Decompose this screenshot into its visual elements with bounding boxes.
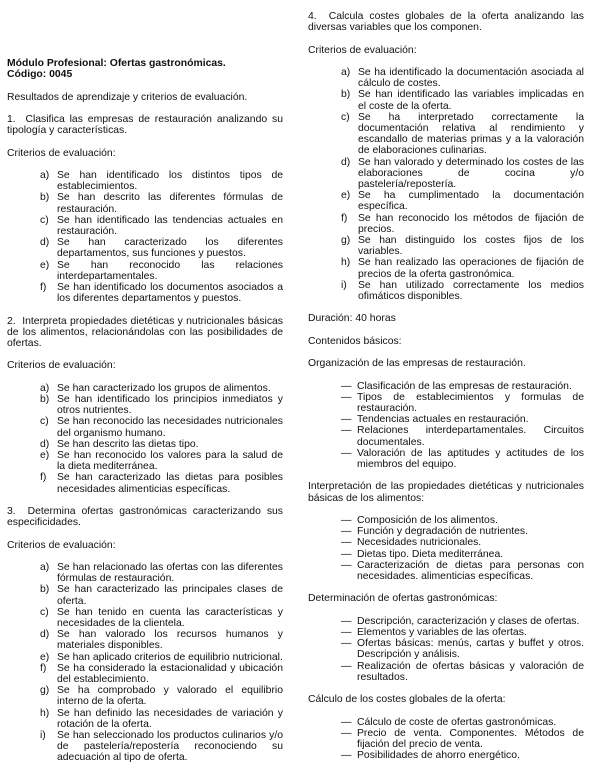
criterion-item	[40, 584, 283, 606]
criterion-text: Se han reconocido las relaciones interdepartamentales.	[57, 259, 283, 282]
criterion-label: c)	[40, 606, 49, 618]
dash-bullet: —	[341, 627, 352, 639]
criterion-label: e)	[341, 190, 351, 202]
criterion-text: Se han descrito las diferentes fórmulas de restauración.	[57, 192, 283, 215]
outcome-3: 3. Determina ofertas gastronómicas caracterizando sus especificidades.	[7, 506, 283, 529]
criterion-text: Se han relacionado las ofertas con las diferentes fórmulas de restauración.	[57, 561, 283, 585]
contents-section-heading: Interpretación de las propiedades dietéticas y nutricionales básicas de los alimentos:	[308, 481, 584, 504]
dash-bullet: —	[341, 660, 352, 672]
content-item	[341, 414, 584, 425]
criterion-label: d)	[40, 629, 50, 641]
criterion-text: Se han aplicado criterios de equilibrio nutricional.	[57, 651, 283, 663]
criterion-label: g)	[341, 235, 351, 247]
criterion-text: Se han identificado los principios inmediatos y otros nutrientes.	[57, 393, 283, 417]
content-text: Realización de ofertas básicas y valoración de resultados.	[357, 660, 584, 683]
criterion-text: Se han identificado las variables implicadas en el coste de la oferta.	[358, 89, 584, 112]
dash-bullet: —	[341, 526, 352, 538]
criteria-heading: Criterios de evaluación:	[308, 44, 417, 56]
criterion-label: i)	[40, 730, 46, 742]
criterion-label: e)	[40, 259, 50, 271]
criterion-text: Se ha cumplimentado la documentación específica.	[358, 190, 584, 213]
criterion-item	[40, 708, 283, 730]
content-text: Ofertas básicas: menús, cartas y buffet y otros. Descripción y análisis.	[357, 638, 584, 661]
dash-bullet: —	[341, 548, 352, 560]
content-item	[341, 627, 584, 638]
criterion-text: Se han descrito las dietas tipo.	[57, 438, 199, 450]
dash-bullet: —	[341, 447, 352, 459]
module-code: Código: 0045	[7, 69, 73, 81]
criterion-item	[341, 257, 584, 279]
criterion-label: f)	[40, 472, 47, 484]
dash-bullet: —	[341, 615, 352, 627]
content-text: Valoración de las aptitudes y actitudes de los miembros del equipo.	[357, 447, 584, 471]
contents-list-4	[308, 717, 584, 762]
contents-list-3	[308, 616, 584, 683]
module-title	[7, 58, 283, 80]
contents-list-2	[308, 515, 584, 582]
criterion-label: d)	[341, 156, 351, 168]
content-item	[341, 392, 584, 414]
criteria-heading: Criterios de evaluación:	[7, 147, 116, 159]
criterion-label: b)	[40, 192, 50, 204]
criterion-text: Se ha identificado la documentación asociada al cálculo de costes.	[358, 66, 584, 90]
criterion-text: Se han reconocido los valores para la salud de la dieta mediterránea.	[57, 450, 283, 473]
content-text: Elementos y variables de las ofertas.	[357, 627, 527, 639]
dash-bullet: —	[341, 559, 352, 571]
criterion-item	[341, 67, 584, 89]
criterion-text: Se ha interpretado correctamente la documentación relativa al rendimiento y escandallo de materias primas y a la valoración de elaboraciones culinarias.	[358, 111, 584, 157]
left-column	[7, 0, 283, 764]
criterion-item	[40, 562, 283, 584]
content-item	[341, 560, 584, 582]
duration: Duración: 40 horas	[308, 313, 396, 325]
criterion-item	[40, 416, 283, 438]
content-item	[341, 425, 584, 447]
content-item	[341, 515, 584, 526]
criterion-text: Se han reconocido los métodos de fijación de precios.	[358, 212, 584, 235]
criterion-text: Se han distinguido los costes fijos de los variables.	[358, 235, 584, 258]
content-item	[341, 728, 584, 750]
criterion-text: Se han valorado los recursos humanos y materiales disponibles.	[57, 629, 283, 652]
dash-bullet: —	[341, 537, 352, 549]
content-item	[341, 537, 584, 548]
content-item	[341, 616, 584, 627]
criterion-item	[341, 213, 584, 235]
criterion-text: Se han identificado los distintos tipos de establecimientos.	[57, 169, 283, 193]
criterion-item	[341, 190, 584, 212]
content-text: Clasificación de las empresas de restauración.	[357, 380, 572, 392]
criterion-text: Se han caracterizado los grupos de alimentos.	[57, 382, 271, 394]
outcome-4: 4. Calcula costes globales de la oferta analizando las diversas variables que los componen.	[308, 11, 584, 34]
criteria-heading: Criterios de evaluación:	[7, 360, 116, 372]
criterion-label: c)	[341, 111, 350, 123]
criterion-item	[40, 260, 283, 282]
criterion-text: Se han realizado las operaciones de fijación de precios de la oferta gastronómica.	[358, 257, 584, 280]
intro-text: Resultados de aprendizaje y criterios de evaluación.	[7, 91, 248, 103]
contents-list-1	[308, 381, 584, 471]
criterion-text: Se han caracterizado los diferentes departamentos, sus funciones y puestos.	[57, 237, 283, 260]
criterion-text: Se han caracterizado las dietas para posibles necesidades alimenticias específicas.	[57, 472, 283, 495]
dash-bullet: —	[341, 391, 352, 403]
dash-bullet: —	[341, 515, 352, 527]
criteria-list-2	[7, 383, 283, 495]
criterion-text: Se han caracterizado las principales clases de oferta.	[57, 584, 283, 607]
criterion-label: b)	[341, 89, 351, 101]
criterion-item	[40, 663, 283, 685]
content-item	[341, 448, 584, 470]
content-text: Posibilidades de ahorro energético.	[357, 750, 520, 762]
content-item	[341, 526, 584, 537]
criterion-label: c)	[40, 416, 49, 428]
criterion-label: d)	[40, 438, 50, 450]
content-item	[341, 717, 584, 728]
criterion-item	[40, 730, 283, 764]
contents-section-heading: Determinación de ofertas gastronómicas:	[308, 593, 498, 605]
criteria-list-4	[308, 67, 584, 302]
contents-section-heading: Organización de las empresas de restauración.	[308, 358, 526, 370]
criterion-item	[40, 282, 283, 304]
criterion-item	[40, 394, 283, 416]
criteria-list-3	[7, 562, 283, 764]
content-text: Dietas tipo. Dieta mediterránea.	[357, 548, 504, 560]
criterion-text: Se han reconocido las necesidades nutricionales del organismo humano.	[57, 416, 283, 439]
dash-bullet: —	[341, 727, 352, 739]
criterion-text: Se han valorado y determinado los costes de las elaboraciones de cocina y/o pastelería/repostería.	[358, 156, 584, 191]
criterion-label: h)	[341, 257, 351, 269]
content-item	[341, 381, 584, 392]
criterion-item	[40, 237, 283, 259]
content-text: Descripción, caracterización y clases de ofertas.	[357, 615, 580, 627]
criterion-item	[40, 439, 283, 450]
criterion-label: i)	[341, 279, 347, 291]
criterion-label: b)	[40, 584, 50, 596]
criterion-text: Se han identificado los documentos asociados a los diferentes departamentos y puestos.	[57, 282, 283, 305]
criterion-text: Se han seleccionado los productos culinarios y/o de pastelería/repostería reconociendo su adecuación al tipo de oferta.	[57, 730, 283, 764]
criterion-item	[40, 607, 283, 629]
criterion-label: h)	[40, 707, 50, 719]
content-item	[341, 750, 584, 761]
content-text: Tendencias actuales en restauración.	[357, 414, 529, 426]
criterion-item	[40, 215, 283, 237]
criterion-label: d)	[40, 237, 50, 249]
criterion-label: e)	[40, 651, 50, 663]
criterion-item	[40, 652, 283, 663]
criterion-label: e)	[40, 450, 50, 461]
criterion-text: Se han identificado las tendencias actuales en restauración.	[57, 214, 283, 237]
dash-bullet: —	[341, 380, 352, 392]
dash-bullet: —	[341, 638, 352, 650]
criterion-item	[40, 685, 283, 707]
criterion-item	[40, 472, 283, 494]
outcome-1: 1. Clasifica las empresas de restauración analizando su tipología y características.	[7, 113, 283, 137]
outcome-2: 2. Interpreta propiedades dietéticas y nutricionales básicas de los alimentos, relacionándolas con las posibilidades de ofertas.	[7, 315, 283, 349]
content-text: Tipos de establecimientos y formulas de restauración.	[357, 391, 584, 415]
content-text: Composición de los alimentos.	[357, 515, 498, 527]
dash-bullet: —	[341, 414, 352, 426]
criterion-item	[341, 89, 584, 111]
content-item	[341, 638, 584, 660]
contents-heading: Contenidos básicos:	[308, 335, 402, 347]
criterion-label: b)	[40, 393, 50, 405]
criterion-label: a)	[40, 561, 50, 573]
criterion-label: f)	[40, 662, 47, 674]
criterion-item	[40, 629, 283, 651]
criterion-label: g)	[40, 685, 50, 697]
criterion-item	[40, 450, 283, 472]
module-title-line1: Módulo Profesional: Ofertas gastronómicas.	[7, 58, 226, 69]
content-item	[341, 661, 584, 683]
criterion-label: f)	[40, 282, 47, 293]
criterion-text: Se han definido las necesidades de variación y rotación de la oferta.	[57, 707, 283, 730]
criterion-text: Se han tenido en cuenta las características y necesidades de la clientela.	[57, 606, 283, 629]
contents-section-heading: Cálculo de los costes globales de la oferta:	[308, 694, 506, 706]
criterion-item	[40, 192, 283, 214]
content-item	[341, 549, 584, 560]
dash-bullet: —	[341, 716, 352, 728]
criterion-label: c)	[40, 214, 49, 226]
right-column	[308, 0, 584, 761]
criteria-heading: Criterios de evaluación:	[7, 539, 116, 551]
content-text: Función y degradación de nutrientes.	[357, 526, 528, 538]
content-text: Precio de venta. Componentes. Métodos de fijación del precio de venta.	[357, 727, 584, 751]
content-text: Cálculo de coste de ofertas gastronómicas.	[357, 716, 557, 728]
criterion-item	[341, 235, 584, 257]
criterion-item	[341, 157, 584, 191]
criterion-item	[341, 112, 584, 157]
content-text: Relaciones interdepartamentales. Circuitos documentales.	[357, 425, 584, 448]
criterion-label: f)	[341, 212, 348, 224]
criterion-text: Se ha considerado la estacionalidad y ubicación del establecimiento.	[57, 662, 283, 686]
criterion-item	[341, 280, 584, 302]
criterion-label: a)	[341, 66, 351, 78]
criterion-text: Se han utilizado correctamente los medios ofimáticos disponibles.	[358, 279, 584, 303]
criterion-item	[40, 170, 283, 192]
dash-bullet: —	[341, 425, 352, 437]
criteria-list-1	[7, 170, 283, 304]
criterion-item	[40, 383, 283, 394]
dash-bullet: —	[341, 750, 352, 762]
criterion-label: a)	[40, 382, 50, 394]
content-text: Caracterización de dietas para personas con necesidades. alimenticias específicas.	[357, 559, 584, 583]
criterion-text: Se ha comprobado y valorado el equilibrio interno de la oferta.	[57, 685, 283, 708]
content-text: Necesidades nutricionales.	[357, 537, 482, 549]
criterion-label: a)	[40, 169, 50, 181]
